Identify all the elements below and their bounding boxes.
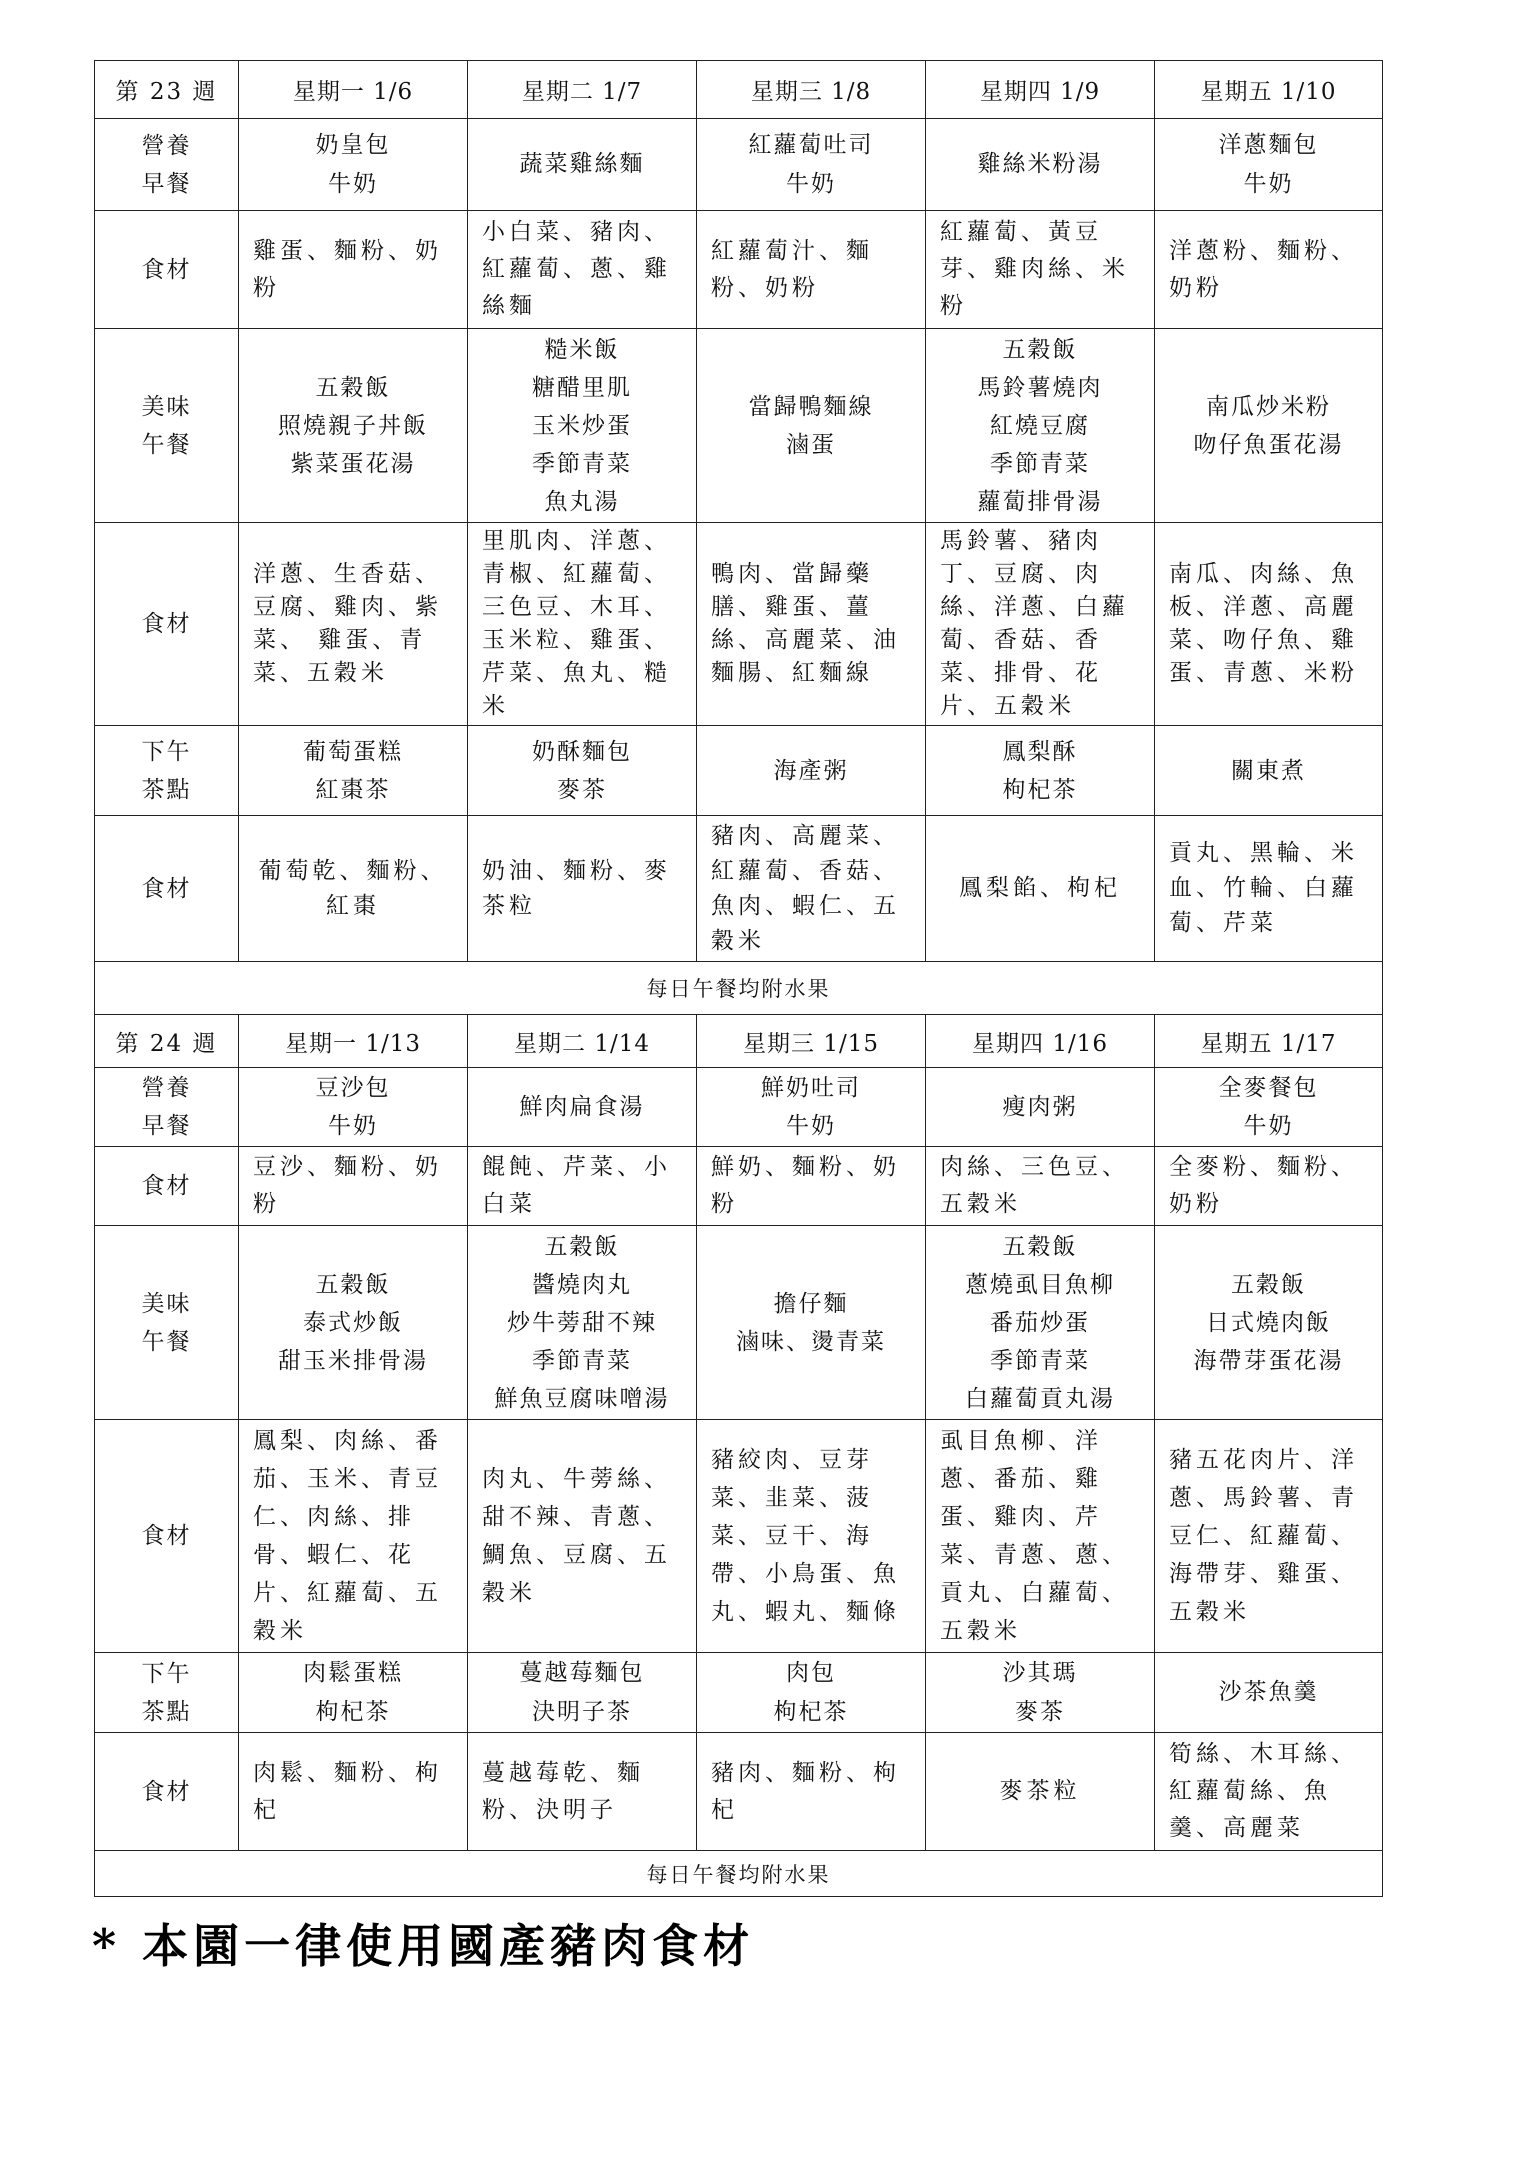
- ingredient-line: 馬鈴薯、豬肉: [940, 528, 1102, 554]
- menu-item: 紅燒豆腐: [990, 412, 1090, 439]
- ingredient-line: 杞: [711, 1796, 738, 1823]
- ingredient-line: 絲、高麗菜、油: [711, 627, 900, 653]
- ingredient-line: 紅蘿蔔、香菇、: [711, 857, 900, 884]
- row-label-snack: [95, 726, 239, 816]
- ingredient-line: 蔥、番茄、雞: [940, 1466, 1102, 1492]
- ingredient-line: 小白菜、豬肉、: [482, 219, 671, 245]
- row-label-breakfast: [95, 1068, 239, 1147]
- lunch-ingredients-cell: [239, 523, 468, 726]
- breakfast-row: [95, 119, 1383, 211]
- lunch-cell: [926, 329, 1155, 523]
- snack-ingredients-cell: [239, 1733, 468, 1851]
- row-label-lunch: [95, 329, 239, 523]
- snack-cell: [239, 726, 468, 816]
- ingredient-line: 菜、五穀米: [253, 660, 388, 686]
- menu-item: 照燒親子丼飯: [278, 412, 428, 439]
- week-header-row: [95, 1015, 1383, 1068]
- menu-item: 季節青菜: [532, 1347, 632, 1374]
- menu-item: 牛奶: [786, 170, 836, 197]
- menu-item: 紫菜蛋花湯: [290, 450, 416, 477]
- menu-item: 牛奶: [328, 170, 378, 197]
- row-label-line: 食材: [141, 875, 192, 902]
- ingredient-line: 貢丸、黑輪、米: [1169, 840, 1358, 866]
- menu-item: 擔仔麵: [773, 1290, 849, 1317]
- row-label-breakfast-ingredients: [95, 1147, 239, 1226]
- menu-item: 炒牛蒡甜不辣: [507, 1309, 657, 1336]
- row-label-snack-ingredients: [95, 816, 239, 962]
- snack-cell: [926, 1653, 1155, 1733]
- ingredient-line: 米: [482, 693, 509, 719]
- ingredient-line: 甜不辣、青蔥、: [482, 1504, 671, 1530]
- ingredient-line: 葡萄乾、麵粉、: [258, 857, 448, 884]
- row-label-line: 食材: [141, 1778, 192, 1805]
- snack-row: [95, 726, 1383, 816]
- ingredient-line: 海帶芽、雞蛋、: [1169, 1561, 1358, 1587]
- ingredient-line: 豆仁、紅蘿蔔、: [1169, 1523, 1358, 1549]
- menu-item: 麥茶: [557, 776, 607, 803]
- ingredient-line: 南瓜、肉絲、魚: [1169, 561, 1358, 587]
- snack-cell: [1155, 1653, 1383, 1733]
- lunch-cell: [239, 1226, 468, 1420]
- row-label-line: 美味: [141, 1290, 192, 1317]
- lunch-row: [95, 329, 1383, 523]
- fruit-note-row: [95, 1851, 1383, 1897]
- snack-ingredients-cell: [926, 1733, 1155, 1851]
- row-label-line: 早餐: [141, 170, 192, 197]
- fruit-note-row: [95, 962, 1383, 1015]
- menu-item: 瘦肉粥: [1002, 1094, 1078, 1120]
- menu-item: 蔓越莓麵包: [519, 1659, 645, 1686]
- ingredient-line: 穀米: [253, 1618, 307, 1644]
- ingredient-line: 麵腸、紅麵線: [711, 660, 873, 686]
- menu-item: 蔬菜雞絲麵: [519, 151, 645, 177]
- day-header: 星期五 1/10: [1155, 61, 1383, 119]
- lunch-ingredients-cell: [926, 523, 1155, 726]
- ingredient-line: 粉: [253, 1191, 280, 1217]
- row-label-snack: [95, 1653, 239, 1733]
- menu-item: 奶皇包: [315, 131, 391, 158]
- row-label-snack-ingredients: [95, 1733, 239, 1851]
- breakfast-ingredients-cell: [697, 1147, 926, 1226]
- ingredient-line: 鮮奶、麵粉、奶: [711, 1154, 900, 1180]
- ingredient-line: 肉丸、牛蒡絲、: [482, 1466, 671, 1492]
- menu-item: 沙其瑪: [1002, 1659, 1078, 1686]
- menu-item: 魚丸湯: [544, 488, 620, 515]
- row-label-line: 下午: [141, 738, 192, 765]
- lunch-ingredients-row: [95, 523, 1383, 726]
- row-label-line: 茶點: [141, 776, 192, 803]
- menu-item: 五穀飯: [1002, 1233, 1078, 1260]
- ingredient-line: 麥茶粒: [999, 1778, 1081, 1804]
- ingredient-line: 茄、玉米、青豆: [253, 1466, 442, 1492]
- menu-item: 五穀飯: [544, 1233, 620, 1260]
- breakfast-ingredients-cell: [926, 211, 1155, 329]
- ingredient-line: 豬肉、麵粉、枸: [711, 1759, 900, 1786]
- snack-ingredients-cell: [926, 816, 1155, 962]
- row-label-line: 早餐: [141, 1113, 192, 1139]
- row-label-line: 午餐: [141, 431, 192, 458]
- lunch-cell: [697, 1226, 926, 1420]
- snack-ingredients-cell: [468, 1733, 697, 1851]
- snack-cell: [697, 1653, 926, 1733]
- menu-item: 牛奶: [328, 1113, 378, 1139]
- menu-item: 海產粥: [773, 757, 849, 784]
- week-label: 第 23 週: [95, 61, 239, 119]
- ingredient-line: 骨、蝦仁、花: [253, 1542, 415, 1568]
- breakfast-row: [95, 1068, 1383, 1147]
- menu-item: 番茄炒蛋: [990, 1309, 1090, 1336]
- ingredient-line: 貢丸、白蘿蔔、: [940, 1580, 1129, 1606]
- menu-item: 季節青菜: [990, 1347, 1090, 1374]
- ingredient-line: 膳、雞蛋、薑: [711, 594, 873, 620]
- menu-item: 海帶芽蛋花湯: [1193, 1347, 1344, 1374]
- menu-item: 洋蔥麵包: [1218, 131, 1319, 158]
- ingredient-line: 餛飩、芹菜、小: [482, 1154, 671, 1180]
- ingredient-line: 五穀米: [940, 1618, 1021, 1644]
- ingredient-line: 菜、青蔥、蔥、: [940, 1542, 1129, 1568]
- snack-cell: [239, 1653, 468, 1733]
- row-label-line: 食材: [141, 1173, 192, 1199]
- menu-item: 鳳梨酥: [1002, 738, 1078, 765]
- ingredient-line: 粉: [711, 1191, 738, 1217]
- ingredient-line: 芽、雞肉絲、米: [940, 256, 1129, 282]
- menu-item: 五穀飯: [315, 1271, 391, 1298]
- snack-cell: [926, 726, 1155, 816]
- menu-item: 決明子茶: [532, 1698, 632, 1725]
- snack-ingredients-cell: [468, 816, 697, 962]
- menu-item: 甜玉米排骨湯: [278, 1347, 428, 1374]
- ingredient-line: 肉絲、三色豆、: [940, 1154, 1129, 1180]
- ingredient-line: 血、竹輪、白蘿: [1169, 875, 1358, 901]
- day-header: 星期三 1/15: [697, 1015, 926, 1068]
- row-label-lunch: [95, 1226, 239, 1420]
- breakfast-cell: [697, 1068, 926, 1147]
- menu-item: 奶酥麵包: [532, 738, 632, 765]
- ingredient-line: 奶油、麵粉、麥: [482, 857, 671, 884]
- ingredient-line: 虱目魚柳、洋: [940, 1428, 1102, 1454]
- day-header: 星期四 1/16: [926, 1015, 1155, 1068]
- lunch-ingredients-cell: [697, 1420, 926, 1653]
- snack-cell: [468, 1653, 697, 1733]
- row-label-line: 午餐: [141, 1328, 192, 1355]
- ingredient-line: 仁、肉絲、排: [253, 1504, 415, 1530]
- ingredient-line: 粉、決明子: [482, 1796, 617, 1823]
- menu-item: 糙米飯: [544, 336, 620, 363]
- ingredient-line: 豆沙、麵粉、奶: [253, 1154, 442, 1180]
- breakfast-ingredients-cell: [1155, 1147, 1383, 1226]
- ingredient-line: 菜、吻仔魚、雞: [1169, 627, 1358, 653]
- ingredient-line: 全麥粉、麵粉、: [1169, 1154, 1358, 1180]
- ingredient-line: 雞蛋、麵粉、奶: [253, 237, 442, 264]
- menu-item: 白蘿蔔貢丸湯: [965, 1385, 1115, 1412]
- menu-item: 五穀飯: [315, 374, 391, 401]
- ingredient-line: 紅蘿蔔汁、麵: [711, 237, 873, 264]
- menu-item: 鮮奶吐司: [761, 1075, 861, 1101]
- ingredient-line: 蛋、青蔥、米粉: [1169, 660, 1358, 686]
- menu-item: 糖醋里肌: [532, 374, 632, 401]
- row-label-line: 茶點: [141, 1698, 192, 1725]
- menu-item: 麥茶: [1015, 1698, 1065, 1725]
- ingredient-line: 洋蔥、生香菇、: [253, 561, 442, 587]
- day-header: 星期一 1/6: [239, 61, 468, 119]
- ingredient-line: 片、五穀米: [940, 693, 1075, 719]
- ingredient-line: 鳳梨、肉絲、番: [253, 1428, 442, 1454]
- menu-item: 全麥餐包: [1218, 1075, 1319, 1101]
- menu-item: 玉米炒蛋: [532, 412, 632, 439]
- menu-item: 牛奶: [786, 1113, 836, 1139]
- ingredient-line: 豬絞肉、豆芽: [711, 1447, 873, 1473]
- footer-note: * 本園一律使用國產豬肉食材: [92, 1919, 755, 1973]
- ingredient-line: 丸、蝦丸、麵條: [711, 1599, 900, 1625]
- menu-item: 五穀飯: [1002, 336, 1078, 363]
- menu-item: 醬燒肉丸: [532, 1271, 632, 1298]
- breakfast-ingredients-cell: [697, 211, 926, 329]
- breakfast-ingredients-cell: [468, 1147, 697, 1226]
- ingredient-line: 白菜: [482, 1191, 536, 1217]
- menu-item: 五穀飯: [1231, 1271, 1306, 1298]
- breakfast-ingredients-row: [95, 1147, 1383, 1226]
- lunch-cell: [1155, 1226, 1383, 1420]
- ingredient-line: 鴨肉、當歸藥: [711, 561, 873, 587]
- breakfast-cell: [1155, 1068, 1383, 1147]
- row-label-line: 美味: [141, 393, 192, 420]
- week-header-row: [95, 61, 1383, 119]
- lunch-cell: [1155, 329, 1383, 523]
- menu-item: 關東煮: [1231, 757, 1306, 784]
- ingredient-line: 洋蔥粉、麵粉、: [1169, 237, 1358, 264]
- ingredient-line: 魚肉、蝦仁、五: [711, 892, 900, 919]
- ingredient-line: 杞: [253, 1796, 280, 1823]
- ingredient-line: 紅蘿蔔絲、魚: [1169, 1778, 1331, 1804]
- menu-item: 牛奶: [1243, 170, 1294, 197]
- ingredient-line: 玉米粒、雞蛋、: [482, 627, 671, 653]
- menu-item: 季節青菜: [990, 450, 1090, 477]
- ingredient-line: 鳳梨餡、枸杞: [959, 875, 1121, 901]
- ingredient-line: 穀米: [482, 1580, 536, 1606]
- lunch-ingredients-row: [95, 1420, 1383, 1653]
- menu-item: 滷味、燙青菜: [736, 1328, 886, 1355]
- ingredient-line: 蔔、香菇、香: [940, 627, 1102, 653]
- ingredient-line: 紅棗: [326, 892, 380, 919]
- menu-item: 沙茶魚羹: [1218, 1679, 1319, 1705]
- menu-item: 馬鈴薯燒肉: [977, 374, 1103, 401]
- snack-ingredients-cell: [1155, 816, 1383, 962]
- breakfast-cell: [926, 119, 1155, 211]
- ingredient-line: 板、洋蔥、高麗: [1169, 594, 1358, 620]
- ingredient-line: 蔥、馬鈴薯、青: [1169, 1485, 1358, 1511]
- ingredient-line: 青椒、紅蘿蔔、: [482, 561, 671, 587]
- menu-item: 吻仔魚蛋花湯: [1193, 431, 1344, 458]
- breakfast-ingredients-row: [95, 211, 1383, 329]
- ingredient-line: 菜、韭菜、菠: [711, 1485, 873, 1511]
- breakfast-ingredients-cell: [468, 211, 697, 329]
- ingredient-line: 粉: [253, 274, 280, 301]
- lunch-row: [95, 1226, 1383, 1420]
- row-label-line: 營養: [141, 132, 192, 159]
- snack-cell: [1155, 726, 1383, 816]
- row-label-line: 營養: [141, 1075, 192, 1101]
- menu-item: 紅蘿蔔吐司: [748, 131, 874, 158]
- day-header: 星期二 1/14: [468, 1015, 697, 1068]
- row-label-breakfast-ingredients: [95, 211, 239, 329]
- lunch-cell: [926, 1226, 1155, 1420]
- breakfast-cell: [468, 1068, 697, 1147]
- ingredient-line: 芹菜、魚丸、糙: [482, 660, 671, 686]
- snack-ingredients-cell: [239, 816, 468, 962]
- ingredient-line: 豬五花肉片、洋: [1169, 1447, 1358, 1473]
- week-label: 第 24 週: [95, 1015, 239, 1068]
- weekly-menu-table: [94, 60, 1383, 1897]
- ingredient-line: 粉、奶粉: [711, 274, 819, 301]
- lunch-ingredients-cell: [468, 523, 697, 726]
- breakfast-ingredients-cell: [239, 211, 468, 329]
- ingredient-line: 里肌肉、洋蔥、: [482, 528, 671, 554]
- menu-table-body: [95, 61, 1383, 1897]
- menu-item: 枸杞茶: [773, 1698, 849, 1725]
- ingredient-line: 菜、排骨、花: [940, 660, 1102, 686]
- breakfast-ingredients-cell: [926, 1147, 1155, 1226]
- fruit-note: 每日午餐均附水果: [95, 1851, 1383, 1897]
- menu-item: 紅棗茶: [315, 776, 391, 803]
- breakfast-cell: [239, 1068, 468, 1147]
- lunch-ingredients-cell: [1155, 1420, 1383, 1653]
- snack-ingredients-cell: [697, 816, 926, 962]
- ingredient-line: 絲、洋蔥、白蘿: [940, 594, 1129, 620]
- ingredient-line: 五穀米: [1169, 1599, 1250, 1625]
- ingredient-line: 菜、 雞蛋、青: [253, 627, 427, 653]
- snack-ingredients-cell: [1155, 1733, 1383, 1851]
- menu-item: 蘿蔔排骨湯: [977, 488, 1103, 515]
- menu-item: 季節青菜: [532, 450, 632, 477]
- lunch-cell: [697, 329, 926, 523]
- snack-cell: [697, 726, 926, 816]
- breakfast-cell: [697, 119, 926, 211]
- ingredient-line: 豆腐、雞肉、紫: [253, 594, 442, 620]
- lunch-cell: [468, 1226, 697, 1420]
- day-header: 星期三 1/8: [697, 61, 926, 119]
- lunch-ingredients-cell: [697, 523, 926, 726]
- day-header: 星期四 1/9: [926, 61, 1155, 119]
- menu-item: 豆沙包: [315, 1075, 391, 1101]
- ingredient-line: 蛋、雞肉、芹: [940, 1504, 1102, 1530]
- menu-item: 牛奶: [1243, 1113, 1294, 1139]
- ingredient-line: 奶粉: [1169, 274, 1223, 301]
- ingredient-line: 豬肉、高麗菜、: [711, 822, 900, 849]
- ingredient-line: 奶粉: [1169, 1191, 1223, 1217]
- menu-item: 鮮魚豆腐味噌湯: [494, 1385, 670, 1412]
- menu-item: 蔥燒虱目魚柳: [965, 1271, 1115, 1298]
- lunch-ingredients-cell: [468, 1420, 697, 1653]
- menu-item: 雞絲米粉湯: [977, 151, 1103, 177]
- ingredient-line: 肉鬆、麵粉、枸: [253, 1759, 442, 1786]
- snack-ingredients-cell: [697, 1733, 926, 1851]
- snack-row: [95, 1653, 1383, 1733]
- lunch-cell: [468, 329, 697, 523]
- ingredient-line: 粉: [940, 293, 967, 319]
- fruit-note: 每日午餐均附水果: [95, 962, 1383, 1015]
- lunch-ingredients-cell: [926, 1420, 1155, 1653]
- lunch-cell: [239, 329, 468, 523]
- breakfast-cell: [239, 119, 468, 211]
- menu-item: 肉鬆蛋糕: [303, 1659, 403, 1686]
- snack-ingredients-row: [95, 1733, 1383, 1851]
- breakfast-ingredients-cell: [239, 1147, 468, 1226]
- ingredient-line: 丁、豆腐、肉: [940, 561, 1102, 587]
- row-label-lunch-ingredients: [95, 1420, 239, 1653]
- row-label-line: 食材: [141, 1523, 192, 1549]
- menu-item: 當歸鴨麵線: [748, 393, 874, 420]
- ingredient-line: 筍絲、木耳絲、: [1169, 1741, 1358, 1767]
- breakfast-ingredients-cell: [1155, 211, 1383, 329]
- row-label-lunch-ingredients: [95, 523, 239, 726]
- row-label-breakfast: [95, 119, 239, 211]
- menu-item: 枸杞茶: [1002, 776, 1078, 803]
- breakfast-cell: [468, 119, 697, 211]
- row-label-line: 食材: [141, 611, 192, 637]
- ingredient-line: 菜、豆干、海: [711, 1523, 873, 1549]
- day-header: 星期五 1/17: [1155, 1015, 1383, 1068]
- menu-item: 泰式炒飯: [303, 1309, 403, 1336]
- ingredient-line: 五穀米: [940, 1191, 1021, 1217]
- row-label-line: 下午: [141, 1660, 192, 1687]
- ingredient-line: 帶、小鳥蛋、魚: [711, 1561, 900, 1587]
- lunch-ingredients-cell: [1155, 523, 1383, 726]
- snack-ingredients-row: [95, 816, 1383, 962]
- menu-item: 日式燒肉飯: [1206, 1309, 1331, 1336]
- breakfast-cell: [926, 1068, 1155, 1147]
- menu-item: 肉包: [786, 1659, 836, 1686]
- ingredient-line: 絲麵: [482, 293, 536, 319]
- lunch-ingredients-cell: [239, 1420, 468, 1653]
- ingredient-line: 鯛魚、豆腐、五: [482, 1542, 671, 1568]
- day-header: 星期一 1/13: [239, 1015, 468, 1068]
- menu-item: 枸杞茶: [315, 1698, 391, 1725]
- menu-item: 南瓜炒米粉: [1206, 393, 1331, 420]
- ingredient-line: 紅蘿蔔、蔥、雞: [482, 256, 671, 282]
- day-header: 星期二 1/7: [468, 61, 697, 119]
- ingredient-line: 羹、高麗菜: [1169, 1815, 1304, 1841]
- snack-cell: [468, 726, 697, 816]
- menu-item: 葡萄蛋糕: [303, 738, 403, 765]
- menu-item: 鮮肉扁食湯: [519, 1094, 645, 1120]
- menu-item: 滷蛋: [786, 431, 836, 458]
- breakfast-cell: [1155, 119, 1383, 211]
- ingredient-line: 蔔、芹菜: [1169, 910, 1277, 936]
- ingredient-line: 紅蘿蔔、黃豆: [940, 219, 1102, 245]
- ingredient-line: 穀米: [711, 927, 765, 954]
- ingredient-line: 三色豆、木耳、: [482, 594, 671, 620]
- ingredient-line: 蔓越莓乾、麵: [482, 1759, 644, 1786]
- row-label-line: 食材: [141, 256, 192, 283]
- ingredient-line: 茶粒: [482, 892, 536, 919]
- ingredient-line: 片、紅蘿蔔、五: [253, 1580, 442, 1606]
